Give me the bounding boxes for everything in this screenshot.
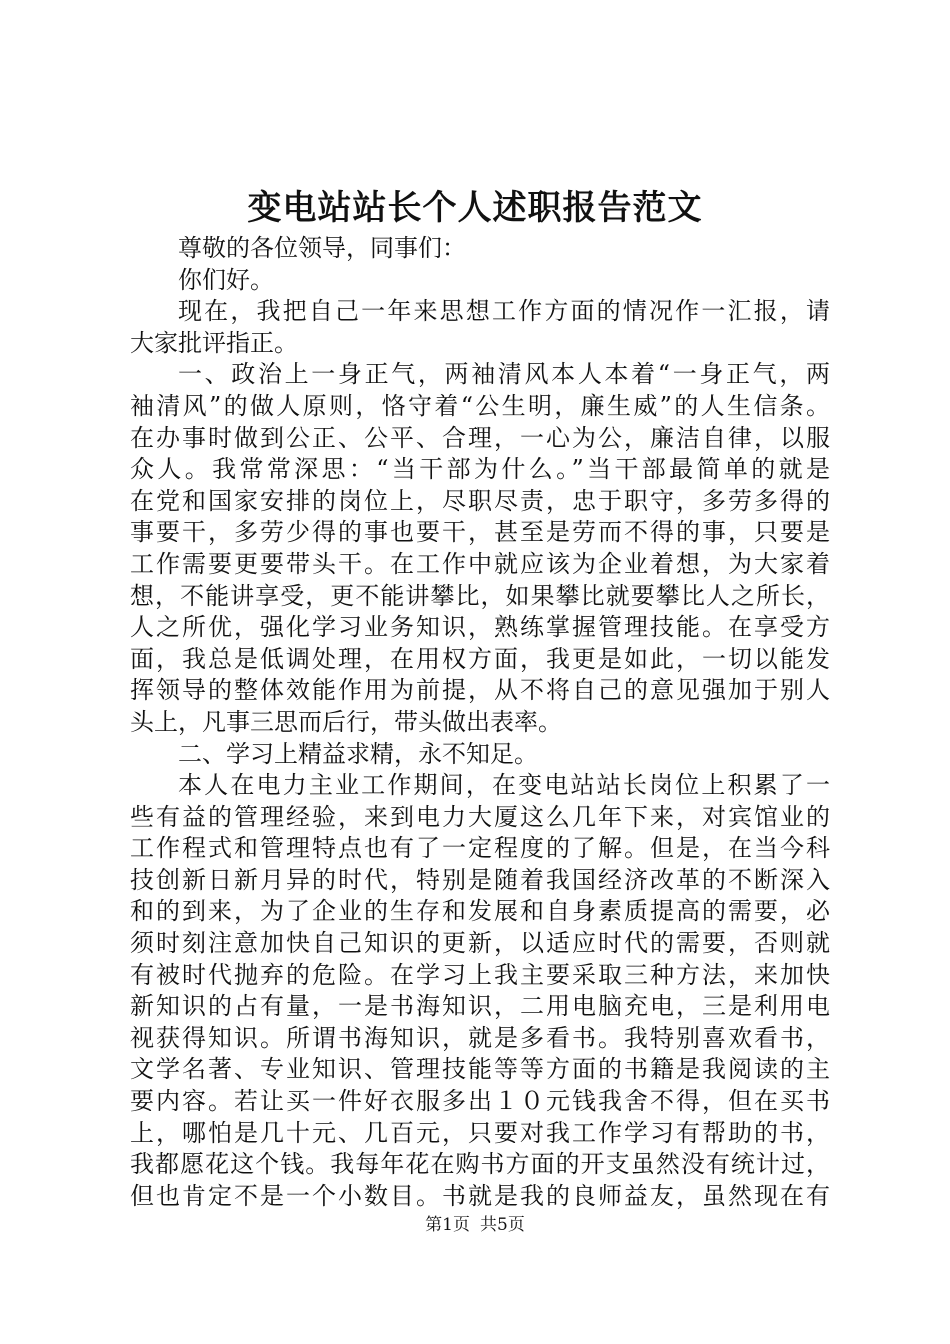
text-line: 要内容。若让买一件好衣服多出１０元钱我舍不得，但在买书: [130, 1087, 830, 1116]
page-number: 第1页: [425, 1215, 470, 1235]
text-line: 些有益的管理经验，来到电力大厦这么几年下来，对宾馆业的: [130, 802, 830, 831]
page-footer: [0, 1213, 950, 1237]
text-line: 和的到来，为了企业的生存和发展和自身素质提高的需要，必: [130, 897, 830, 926]
text-line: 大家批评指正。: [130, 328, 298, 357]
text-line: 在党和国家安排的岗位上，尽职尽责，忠于职守，多劳多得的: [130, 486, 830, 515]
text-line: 一、政治上一身正气，两袖清风本人本着“一身正气，两: [178, 360, 830, 389]
text-line: 你们好。: [178, 265, 274, 294]
text-line: 但也肯定不是一个小数目。书就是我的良师益友，虽然现在有: [130, 1181, 830, 1210]
text-line: 想，不能讲享受，更不能讲攀比，如果攀比就要攀比人之所长，: [130, 581, 830, 610]
text-line: 工作程式和管理特点也有了一定程度的了解。但是，在当今科: [130, 834, 830, 863]
text-line: 新知识的占有量，一是书海知识，二用电脑充电，三是利用电: [130, 992, 830, 1021]
text-line: 袖清风”的做人原则，恪守着“公生明，廉生威”的人生信条。: [130, 391, 830, 420]
text-line: 尊敬的各位领导，同事们：: [178, 234, 466, 262]
text-line: 工作需要更要带头干。在工作中就应该为企业着想，为大家着: [130, 549, 830, 578]
document-title: 变电站站长个人述职报告范文: [247, 188, 703, 228]
text-line: 面，我总是低调处理，在用权方面，我更是如此，一切以能发: [130, 644, 830, 673]
text-line: 挥领导的整体效能作用为前提，从不将自己的意见强加于别人: [130, 676, 830, 705]
text-line: 本人在电力主业工作期间，在变电站站长岗位上积累了一: [178, 771, 830, 800]
text-line: 事要干，多劳少得的事也要干，甚至是劳而不得的事，只要是: [130, 518, 830, 547]
text-line: 上，哪怕是几十元、几百元，只要对我工作学习有帮助的书，: [130, 1118, 830, 1147]
text-line: 视获得知识。所谓书海知识，就是多看书。我特别喜欢看书，: [130, 1023, 830, 1052]
text-line: 头上，凡事三思而后行，带头做出表率。: [130, 707, 562, 736]
text-line: 有被时代抛弃的危险。在学习上我主要采取三种方法，来加快: [130, 960, 830, 989]
document-body: [130, 233, 830, 1212]
text-line: 在办事时做到公正、公平、合理，一心为公，廉洁自律，以服: [130, 423, 830, 452]
page-total: 共5页: [480, 1215, 525, 1235]
text-line: 技创新日新月异的时代，特别是随着我国经济改革的不断深入: [130, 865, 830, 894]
text-line: 文学名著、专业知识、管理技能等等方面的书籍是我阅读的主: [130, 1055, 830, 1084]
text-line: 现在，我把自己一年来思想工作方面的情况作一汇报，请: [178, 297, 830, 326]
text-line: 二、学习上精益求精，永不知足。: [178, 739, 538, 768]
text-line: 我都愿花这个钱。我每年花在购书方面的开支虽然没有统计过，: [130, 1150, 830, 1179]
text-line: 人之所优，强化学习业务知识，熟练掌握管理技能。在享受方: [130, 613, 830, 642]
text-line: 众人。我常常深思：“当干部为什么。”当干部最简单的就是: [130, 455, 830, 484]
text-line: 须时刻注意加快自己知识的更新，以适应时代的需要，否则就: [130, 929, 830, 958]
